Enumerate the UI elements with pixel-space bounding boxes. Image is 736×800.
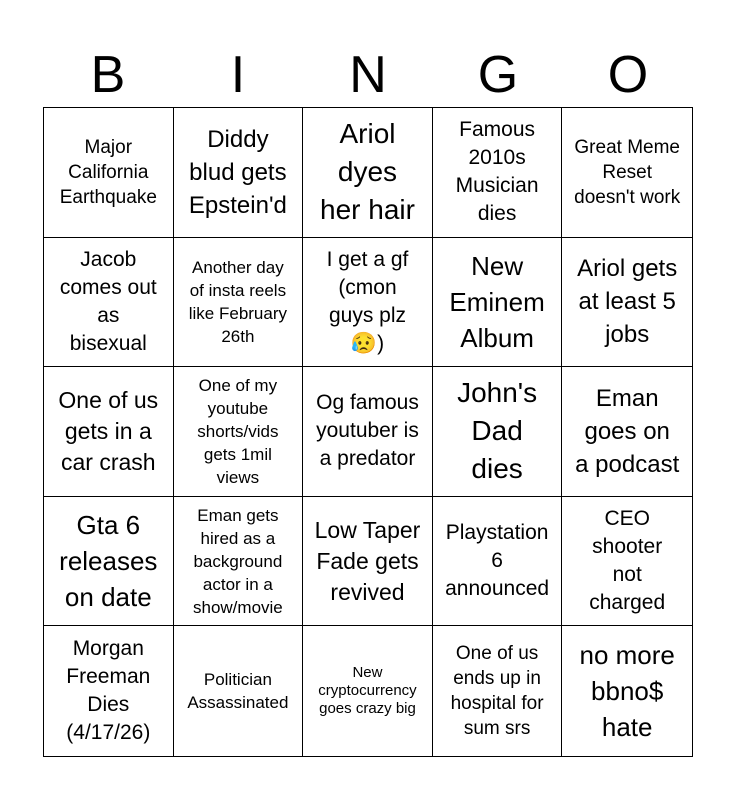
bingo-cell[interactable] bbox=[433, 367, 563, 497]
cell-text: Eman gets hired as a background actor in a show/movie bbox=[193, 505, 283, 617]
bingo-cell[interactable] bbox=[174, 108, 304, 238]
cell-text: CEO shooter not charged bbox=[589, 507, 666, 615]
bingo-cell[interactable] bbox=[303, 626, 433, 756]
cell-text: Morgan Freeman Dies (4/17/26) bbox=[66, 637, 151, 745]
cell-text: I get a gf (cmon guys plz 😥) bbox=[326, 247, 409, 355]
header-letter-b: B bbox=[90, 46, 126, 104]
bingo-cell[interactable] bbox=[303, 238, 433, 368]
bingo-cell[interactable] bbox=[44, 108, 174, 238]
cell-text: Ariol dyes her hair bbox=[320, 118, 415, 226]
cell-text: New cryptocurrency goes crazy big bbox=[318, 664, 417, 718]
bingo-cell[interactable] bbox=[433, 497, 563, 627]
bingo-board bbox=[43, 107, 693, 757]
cell-text: One of my youtube shorts/vids gets 1mil views bbox=[197, 375, 279, 487]
bingo-cell[interactable] bbox=[44, 238, 174, 368]
cell-text: no more bbno$ hate bbox=[579, 640, 675, 743]
cell-text: Eman goes on a podcast bbox=[575, 384, 680, 478]
cell-text: Jacob comes out as bisexual bbox=[59, 247, 157, 355]
bingo-header bbox=[43, 44, 693, 106]
cell-text: Great Meme Reset doesn't work bbox=[574, 136, 681, 208]
bingo-cell[interactable] bbox=[433, 626, 563, 756]
cell-text: One of us gets in a car crash bbox=[58, 386, 159, 475]
bingo-cell[interactable] bbox=[44, 626, 174, 756]
cell-text: Major California Earthquake bbox=[59, 136, 157, 208]
bingo-cell[interactable] bbox=[562, 108, 692, 238]
bingo-cell[interactable] bbox=[44, 367, 174, 497]
cell-text: John's Dad dies bbox=[457, 377, 538, 485]
cell-text: One of us ends up in hospital for sum srs bbox=[450, 643, 544, 740]
header-letter-g: G bbox=[477, 46, 519, 104]
bingo-cell[interactable] bbox=[174, 497, 304, 627]
cell-text: Diddy blud gets Epstein'd bbox=[188, 125, 287, 219]
header-letter-n: N bbox=[349, 46, 387, 104]
cell-text: Low Taper Fade gets revived bbox=[314, 516, 421, 605]
cell-text: Politician Assassinated bbox=[187, 670, 289, 713]
header-letter-i: I bbox=[230, 46, 246, 104]
bingo-cell[interactable] bbox=[562, 626, 692, 756]
cell-text: Another day of insta reels like February 26th bbox=[188, 257, 288, 346]
header-letter-o: O bbox=[607, 46, 649, 104]
bingo-cell[interactable] bbox=[433, 238, 563, 368]
bingo-cell[interactable] bbox=[303, 108, 433, 238]
bingo-cell[interactable] bbox=[562, 238, 692, 368]
bingo-cell[interactable] bbox=[433, 108, 563, 238]
bingo-cell[interactable] bbox=[174, 238, 304, 368]
cell-text: Gta 6 releases on date bbox=[59, 510, 158, 613]
bingo-cell[interactable] bbox=[44, 497, 174, 627]
bingo-cell[interactable] bbox=[303, 367, 433, 497]
bingo-cell[interactable] bbox=[562, 367, 692, 497]
cell-text: Ariol gets at least 5 jobs bbox=[577, 255, 678, 349]
cell-text: Og famous youtuber is a predator bbox=[316, 391, 419, 471]
cell-text: New Eminem Album bbox=[449, 250, 545, 353]
bingo-cell[interactable] bbox=[562, 497, 692, 627]
cell-text: Playstation 6 announced bbox=[445, 521, 550, 601]
bingo-cell[interactable] bbox=[303, 497, 433, 627]
bingo-cell[interactable] bbox=[174, 367, 304, 497]
cell-text: Famous 2010s Musician dies bbox=[455, 118, 539, 226]
bingo-cell[interactable] bbox=[174, 626, 304, 756]
